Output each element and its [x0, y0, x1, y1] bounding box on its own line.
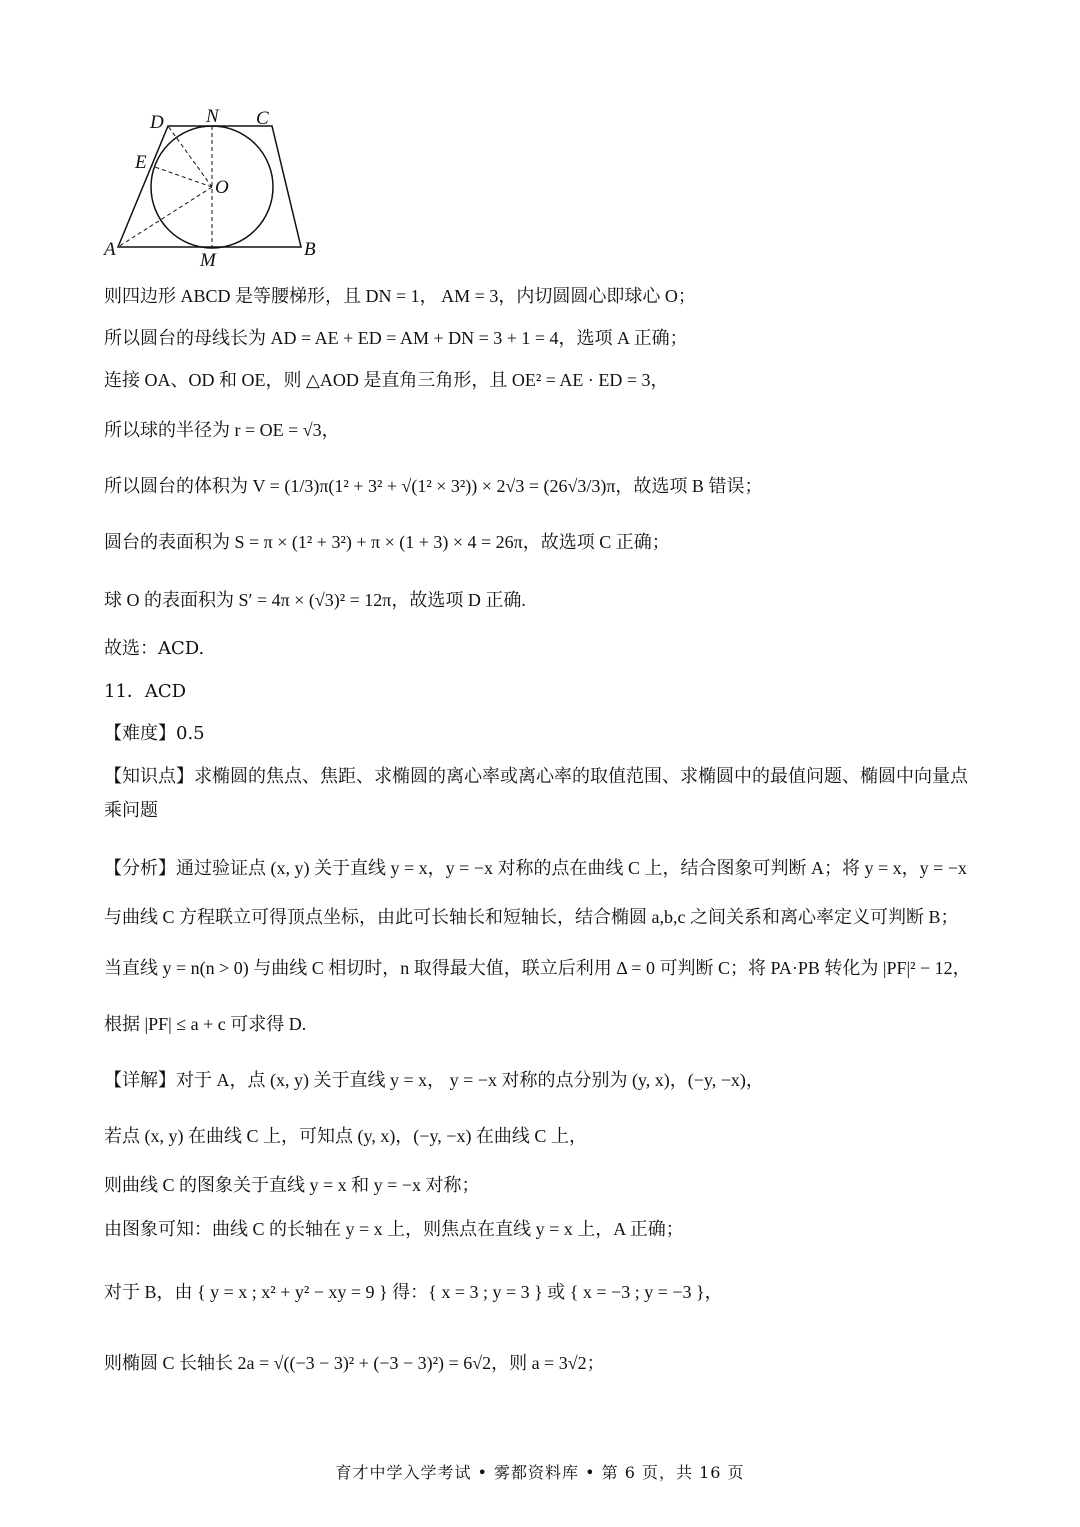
- label-e: E: [135, 152, 147, 173]
- detail-line: 【详解】对于 A，点 (x, y) 关于直线 y = x， y = −x 对称的点分别为 (y, x)，(−y, −x)，: [104, 1070, 764, 1090]
- analysis-line: 当直线 y = n(n > 0) 与曲线 C 相切时，n 取得最大值，联立后利用 Δ = 0 可判断 C；将 PA·PB 转化为 |PF|² − 12，: [104, 958, 971, 978]
- text-line: 所以圆台的体积为 V = (1/3)π(1² + 3² + √(1² × 3²)) × 2√3 = (26√3/3)π，故选项 B 错误；: [104, 476, 763, 496]
- label-n: N: [206, 106, 219, 127]
- analysis-line: 与曲线 C 方程联立可得顶点坐标，由此可长轴长和短轴长，结合椭圆 a,b,c 之间关系和离心率定义可判断 B；: [104, 907, 959, 927]
- trapezoid-incircle-figure: [100, 100, 330, 275]
- text-line: 故选：ACD.: [104, 638, 205, 659]
- label-a: A: [104, 239, 116, 260]
- text-line: 球 O 的表面积为 S′ = 4π × (√3)² = 12π，故选项 D 正确.: [104, 590, 526, 610]
- text-line: 圆台的表面积为 S = π × (1² + 3²) + π × (1 + 3) × 4 = 26π，故选项 C 正确；: [104, 532, 670, 552]
- text-line: 则四边形 ABCD 是等腰梯形，且 DN = 1， AM = 3，内切圆圆心即球心 O；: [104, 286, 696, 306]
- segment-od: [168, 126, 212, 187]
- detail-line: 对于 B，由 { y = x ; x² + y² − xy = 9 } 得：{ x = 3 ; y = 3 } 或 { x = −3 ; y = −3 }，: [104, 1282, 723, 1302]
- label-m: M: [200, 250, 216, 271]
- segment-oa: [118, 187, 212, 247]
- text-line: 连接 OA、OD 和 OE，则 △AOD 是直角三角形，且 OE² = AE · ED = 3，: [104, 370, 669, 390]
- label-d: D: [150, 112, 164, 133]
- label-b: B: [304, 239, 316, 260]
- text-line: 所以球的半径为 r = OE = √3，: [104, 420, 340, 440]
- label-o: O: [215, 177, 229, 198]
- analysis-line: 【分析】通过验证点 (x, y) 关于直线 y = x，y = −x 对称的点在曲线 C 上，结合图象可判断 A；将 y = x，y = −x: [104, 858, 967, 878]
- detail-line: 若点 (x, y) 在曲线 C 上，可知点 (y, x)，(−y, −x) 在曲线 C 上，: [104, 1126, 587, 1146]
- detail-line: 则椭圆 C 长轴长 2a = √((−3 − 3)² + (−3 − 3)²) = 6√2，则 a = 3√2；: [104, 1353, 605, 1373]
- question-number: 11．ACD: [104, 681, 187, 702]
- detail-line: 由图象可知：曲线 C 的长轴在 y = x 上，则焦点在直线 y = x 上，A 正确；: [104, 1219, 684, 1239]
- detail-line: 则曲线 C 的图象关于直线 y = x 和 y = −x 对称；: [104, 1175, 480, 1195]
- page-footer: 育才中学入学考试 • 雾都资料库 • 第 6 页，共 16 页: [335, 1463, 745, 1482]
- segment-oe: [152, 166, 212, 187]
- label-c: C: [256, 108, 269, 129]
- difficulty: 【难度】0.5: [104, 723, 205, 744]
- text-line: 所以圆台的母线长为 AD = AE + ED = AM + DN = 3 + 1 = 4，选项 A 正确；: [104, 328, 688, 348]
- knowledge-points: 【知识点】求椭圆的焦点、焦距、求椭圆的离心率或离心率的取值范围、求椭圆中的最值问题、椭圆中向量点乘问题: [104, 766, 968, 821]
- analysis-line: 根据 |PF| ≤ a + c 可求得 D.: [104, 1014, 307, 1034]
